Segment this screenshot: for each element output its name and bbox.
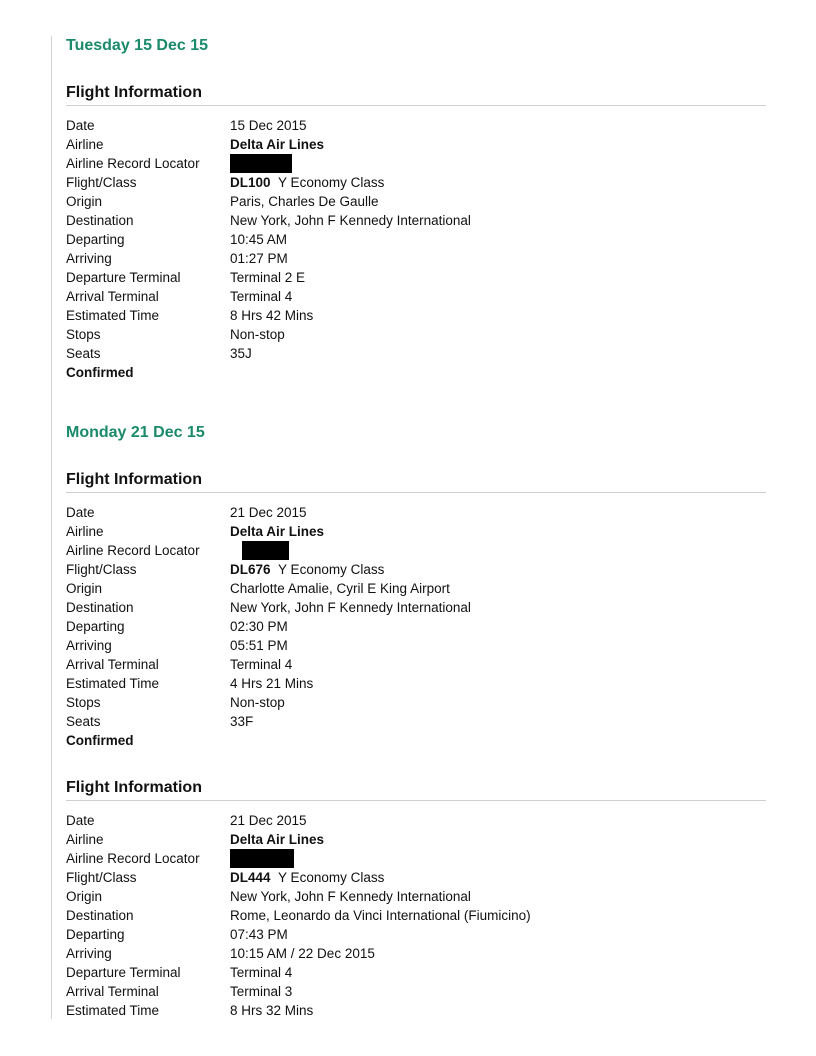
booking-status: Confirmed (66, 733, 134, 748)
row-origin (66, 887, 766, 906)
value-departing: 07:43 PM (230, 927, 288, 942)
value-origin: Paris, Charles De Gaulle (230, 194, 379, 209)
row-seats (66, 344, 766, 363)
value-seats: 33F (230, 714, 254, 729)
label-seats: Seats (66, 714, 101, 729)
value-stops: Non-stop (230, 327, 285, 342)
row-arrival-terminal (66, 982, 766, 1001)
label-destination: Destination (66, 213, 134, 228)
redacted-record-locator (230, 154, 292, 173)
row-departing (66, 230, 766, 249)
label-arriving: Arriving (66, 946, 112, 961)
value-arrival-terminal: Terminal 3 (230, 984, 293, 999)
redacted-record-locator (242, 541, 289, 560)
value-estimated-time: 4 Hrs 21 Mins (230, 676, 314, 691)
label-date: Date (66, 813, 95, 828)
value-departing: 02:30 PM (230, 619, 288, 634)
label-arriving: Arriving (66, 638, 112, 653)
row-origin (66, 579, 766, 598)
row-date (66, 116, 766, 135)
row-arriving (66, 636, 766, 655)
value-estimated-time: 8 Hrs 32 Mins (230, 1003, 314, 1018)
label-arrival-terminal: Arrival Terminal (66, 984, 159, 999)
value-seats: 35J (230, 346, 252, 361)
value-arriving: 01:27 PM (230, 251, 288, 266)
label-estimated-time: Estimated Time (66, 1003, 160, 1018)
flight-details (66, 116, 766, 382)
value-departure-terminal: Terminal 2 E (230, 270, 306, 285)
value-cabin-class: Y Economy Class (278, 870, 385, 885)
row-departing (66, 925, 766, 944)
flight-information-block (66, 81, 766, 382)
value-arrival-terminal: Terminal 4 (230, 657, 293, 672)
label-airline: Airline (66, 832, 104, 847)
row-record-locator (66, 849, 766, 868)
label-seats: Seats (66, 346, 101, 361)
value-airline: Delta Air Lines (230, 137, 325, 152)
value-airline: Delta Air Lines (230, 832, 325, 847)
label-airline: Airline (66, 524, 104, 539)
value-departing: 10:45 AM (230, 232, 288, 247)
row-destination (66, 906, 766, 925)
label-flight-class: Flight/Class (66, 175, 137, 190)
value-flight-number: DL100 (230, 175, 271, 190)
value-destination: Rome, Leonardo da Vinci International (Fiumicino) (230, 908, 531, 923)
row-departing (66, 617, 766, 636)
label-departing: Departing (66, 619, 125, 634)
row-flight-class (66, 560, 766, 579)
value-flight-number: DL444 (230, 870, 271, 885)
section-title: Flight Information (66, 468, 766, 493)
row-estimated-time (66, 674, 766, 693)
label-origin: Origin (66, 581, 103, 596)
value-arriving: 05:51 PM (230, 638, 288, 653)
label-departing: Departing (66, 232, 125, 247)
row-date (66, 811, 766, 830)
flight-information-block (66, 776, 766, 1020)
label-record-locator: Airline Record Locator (66, 156, 200, 171)
row-flight-class (66, 868, 766, 887)
label-record-locator: Airline Record Locator (66, 851, 200, 866)
row-stops (66, 693, 766, 712)
day-header: Monday 21 Dec 15 (66, 424, 205, 441)
label-origin: Origin (66, 889, 103, 904)
row-airline (66, 522, 766, 541)
row-departure-terminal (66, 963, 766, 982)
value-departure-terminal: Terminal 4 (230, 965, 293, 980)
label-stops: Stops (66, 695, 101, 710)
label-flight-class: Flight/Class (66, 562, 137, 577)
row-estimated-time (66, 306, 766, 325)
row-destination (66, 598, 766, 617)
flight-details (66, 811, 766, 1020)
label-estimated-time: Estimated Time (66, 676, 160, 691)
booking-status: Confirmed (66, 365, 134, 380)
row-airline (66, 830, 766, 849)
row-date (66, 503, 766, 522)
label-departing: Departing (66, 927, 125, 942)
itinerary (66, 34, 766, 1020)
label-date: Date (66, 505, 95, 520)
row-arriving (66, 944, 766, 963)
row-estimated-time (66, 1001, 766, 1020)
row-stops (66, 325, 766, 344)
label-flight-class: Flight/Class (66, 870, 137, 885)
flight-details (66, 503, 766, 750)
row-departure-terminal (66, 268, 766, 287)
value-date: 21 Dec 2015 (230, 505, 307, 520)
value-cabin-class: Y Economy Class (278, 562, 385, 577)
row-record-locator (66, 541, 766, 560)
value-flight-number: DL676 (230, 562, 271, 577)
value-date: 15 Dec 2015 (230, 118, 307, 133)
value-estimated-time: 8 Hrs 42 Mins (230, 308, 314, 323)
flight-information-block (66, 468, 766, 750)
label-destination: Destination (66, 600, 134, 615)
day-header: Tuesday 15 Dec 15 (66, 37, 209, 54)
left-margin-rule (51, 36, 52, 1019)
label-date: Date (66, 118, 95, 133)
row-flight-class (66, 173, 766, 192)
value-destination: New York, John F Kennedy International (230, 213, 471, 228)
label-departure-terminal: Departure Terminal (66, 270, 181, 285)
label-origin: Origin (66, 194, 103, 209)
label-departure-terminal: Departure Terminal (66, 965, 181, 980)
label-airline: Airline (66, 137, 104, 152)
value-date: 21 Dec 2015 (230, 813, 307, 828)
value-cabin-class: Y Economy Class (278, 175, 385, 190)
label-arrival-terminal: Arrival Terminal (66, 289, 159, 304)
row-destination (66, 211, 766, 230)
label-arriving: Arriving (66, 251, 112, 266)
section-title: Flight Information (66, 81, 766, 106)
row-origin (66, 192, 766, 211)
value-arrival-terminal: Terminal 4 (230, 289, 293, 304)
row-arrival-terminal (66, 655, 766, 674)
redacted-record-locator (230, 849, 294, 868)
value-origin: Charlotte Amalie, Cyril E King Airport (230, 581, 450, 596)
row-record-locator (66, 154, 766, 173)
label-arrival-terminal: Arrival Terminal (66, 657, 159, 672)
value-airline: Delta Air Lines (230, 524, 325, 539)
value-origin: New York, John F Kennedy International (230, 889, 471, 904)
label-destination: Destination (66, 908, 134, 923)
label-record-locator: Airline Record Locator (66, 543, 200, 558)
section-title: Flight Information (66, 776, 766, 801)
row-arriving (66, 249, 766, 268)
label-estimated-time: Estimated Time (66, 308, 160, 323)
row-seats (66, 712, 766, 731)
row-arrival-terminal (66, 287, 766, 306)
value-destination: New York, John F Kennedy International (230, 600, 471, 615)
value-stops: Non-stop (230, 695, 285, 710)
row-airline (66, 135, 766, 154)
label-stops: Stops (66, 327, 101, 342)
value-arriving: 10:15 AM / 22 Dec 2015 (230, 946, 375, 961)
